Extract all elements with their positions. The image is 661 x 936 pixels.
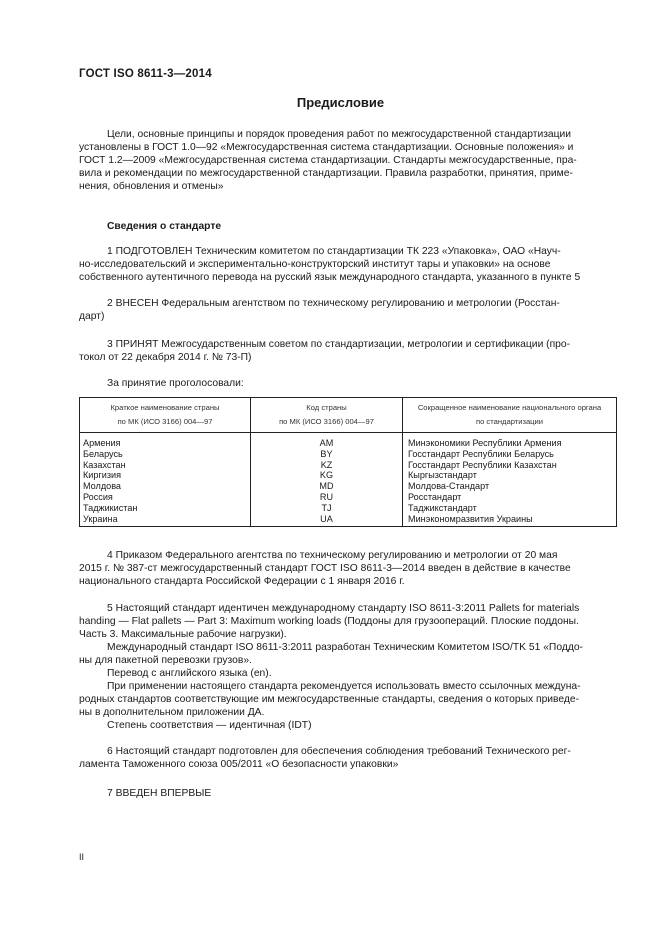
- item-1-paragraph: 1 ПОДГОТОВЛЕН Техническим комитетом по стандартизации ТК 223 «Упаковка», ОАО «Науч- но-исследовательский и экспериментально-конструкторский институт тары и упаковки» на основе собственного аутентичного перевода на русский язык международного стандарта, указанного в пункте 5: [79, 246, 581, 283]
- document-code-header: ГОСТ ISO 8611-3—2014: [79, 68, 212, 80]
- country-cell: Россия: [80, 492, 251, 503]
- intro-paragraph: [79, 128, 615, 193]
- table-row: [80, 481, 617, 492]
- code-cell: MD: [251, 481, 403, 492]
- code-cell: AM: [251, 433, 403, 449]
- table-row: [80, 514, 617, 527]
- code-cell: KG: [251, 470, 403, 481]
- organization-cell: Госстандарт Республики Беларусь: [403, 449, 617, 460]
- country-cell: Украина: [80, 514, 251, 527]
- voting-table: [79, 397, 617, 527]
- page-number: II: [79, 852, 85, 862]
- table-row: [80, 449, 617, 460]
- table-row: [80, 470, 617, 481]
- column-header-organization: Сокращенное наименование национального органа по стандартизации: [403, 398, 617, 433]
- country-cell: Армения: [80, 433, 251, 449]
- intro-line: нения, обновления и отмены»: [79, 181, 224, 192]
- item-7-paragraph: 7 ВВЕДЕН ВПЕРВЫЕ: [107, 788, 212, 799]
- country-cell: Таджикистан: [80, 503, 251, 514]
- organization-cell: Росстандарт: [403, 492, 617, 503]
- item-4-paragraph: 4 Приказом Федерального агентства по техническому регулированию и метрологии от 20 мая 2015 г. № 387-ст межгосударственный стандарт ГОСТ ISO 8611-3—2014 введен в действие в качестве национального стандарта Российской Федерации с 1 января 2016 г.: [79, 550, 571, 587]
- intro-line: вила и рекомендации по межгосударственной стандартизации. Правила разработки, принятия, приме-: [79, 168, 573, 179]
- organization-cell: Госстандарт Республики Казахстан: [403, 460, 617, 471]
- table-header-row: [80, 398, 617, 433]
- code-cell: BY: [251, 449, 403, 460]
- country-cell: Молдова: [80, 481, 251, 492]
- organization-cell: Минэкономики Республики Армения: [403, 433, 617, 449]
- intro-line: установлены в ГОСТ 1.0—92 «Межгосударственная система стандартизации. Основные положения» и: [79, 142, 574, 153]
- column-header-code: Код страны по МК (ИСО 3166) 004—97: [251, 398, 403, 433]
- organization-cell: Таджикстандарт: [403, 503, 617, 514]
- page-title: Предисловие: [296, 95, 385, 110]
- table-row: [80, 433, 617, 449]
- voted-label: За принятие проголосовали:: [107, 378, 244, 389]
- section-heading: Сведения о стандарте: [107, 221, 222, 232]
- item-5-paragraph: 5 Настоящий стандарт идентичен международному стандарту ISO 8611-3:2011 Pallets for materials handing — Flat pallets — Part 3: Maximum working loads (Поддоны для грузоопераций. Плоские поддоны. Часть 3. Максимальные рабочие нагрузки). Международный стандарт ISO 8611-3:2011 разработан Техническим Комитетом ISO/TK 51 «Поддо- ны для пакетной перевозки грузов». Перевод с английского языка (en). При применении настоящего стандарта рекомендуется использовать вместо ссылочных междуна- родных стандартов соответствующие им межгосударственные стандарты, сведения о которых приведе- ны в дополнительном приложении ДА. Степень соответствия — идентичная (IDT): [79, 603, 583, 731]
- country-cell: Беларусь: [80, 449, 251, 460]
- code-cell: KZ: [251, 460, 403, 471]
- organization-cell: Молдова-Стандарт: [403, 481, 617, 492]
- country-cell: Киргизия: [80, 470, 251, 481]
- code-cell: TJ: [251, 503, 403, 514]
- intro-line: Цели, основные принципы и порядок проведения работ по межгосударственной стандартизации: [107, 129, 572, 140]
- intro-line: ГОСТ 1.2—2009 «Межгосударственная система стандартизации. Стандарты межгосударственные, пра-: [79, 155, 577, 166]
- item-6-paragraph: 6 Настоящий стандарт подготовлен для обеспечения соблюдения требований Технического рег- ламента Таможенного союза 005/2011 «О безопасности упаковки»: [79, 746, 571, 770]
- table-row: [80, 460, 617, 471]
- country-cell: Казахстан: [80, 460, 251, 471]
- organization-cell: Минэкономразвития Украины: [403, 514, 617, 527]
- column-header-country: Краткое наименование страны по МК (ИСО 3166) 004—97: [80, 398, 251, 433]
- item-3-paragraph: 3 ПРИНЯТ Межгосударственным советом по стандартизации, метрологии и сертификации (про- токол от 22 декабря 2014 г. № 73-П): [79, 339, 571, 363]
- organization-cell: Кыргызстандарт: [403, 470, 617, 481]
- table-row: [80, 492, 617, 503]
- code-cell: UA: [251, 514, 403, 527]
- item-2-paragraph: 2 ВНЕСЕН Федеральным агентством по техническому регулированию и метрологии (Росстан- дарт): [79, 298, 560, 322]
- table-row: [80, 503, 617, 514]
- code-cell: RU: [251, 492, 403, 503]
